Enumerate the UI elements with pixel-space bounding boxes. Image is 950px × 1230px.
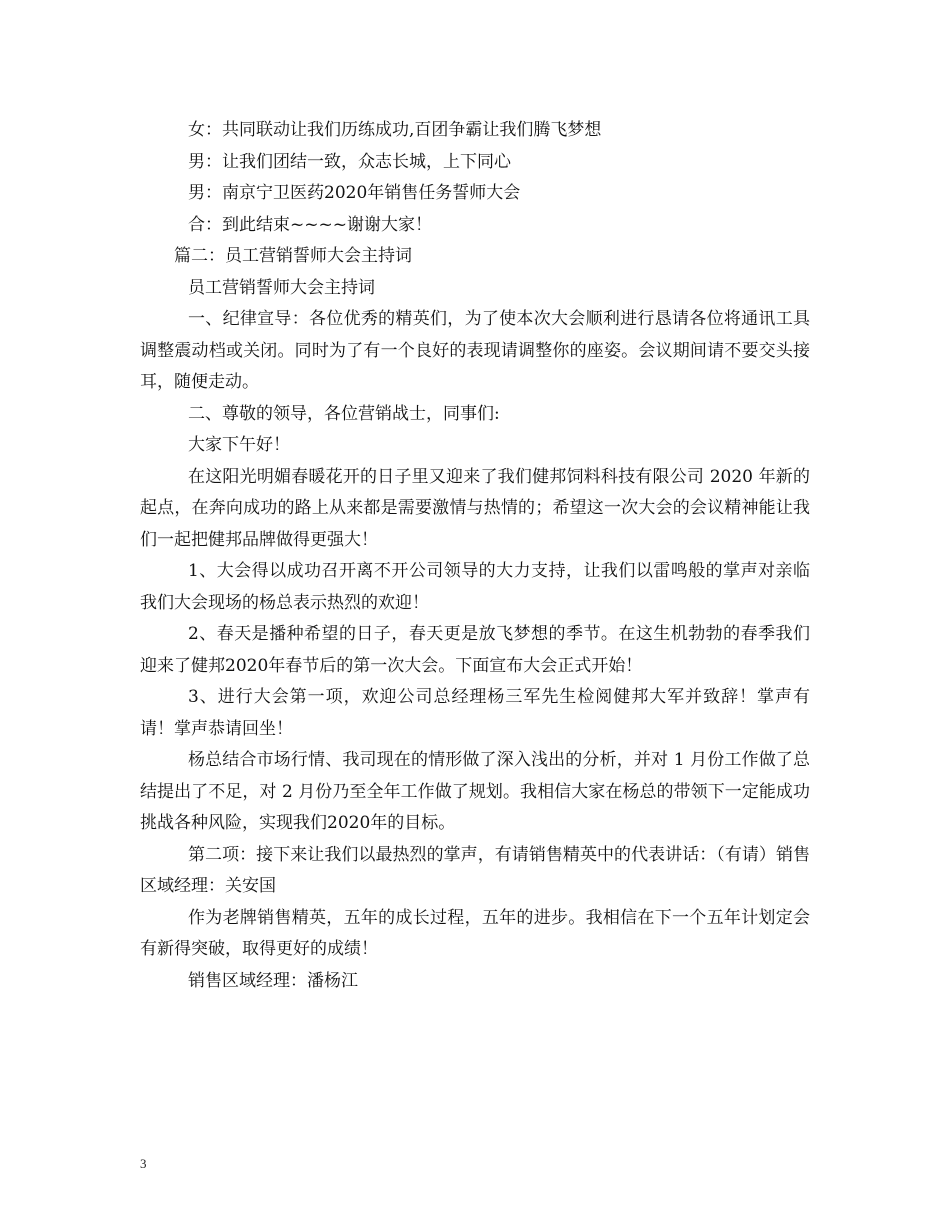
paragraph-4: 合：到此结束~~~~谢谢大家！: [188, 214, 432, 235]
paragraph-1: 女：共同联动让我们历练成功,百团争霸让我们腾飞梦想: [188, 120, 602, 140]
paragraph-17: 销售区域经理：潘杨江: [188, 970, 358, 991]
paragraph-3: 男：南京宁卫医药2020年销售任务誓师大会: [188, 183, 521, 203]
paragraph-2: 男：让我们团结一致，众志长城，上下同心: [188, 151, 511, 172]
paragraph-14: 杨总结合市场行情、我司现在的情形做了深入浅出的分析，并对 1 月份工作做了总结提出了不足，对 2 月份乃至全年工作做了规划。我相信大家在杨总的带领下一定能成功挑战各种风险，实现我们2020年的目标。: [140, 750, 810, 833]
paragraph-15: 第二项：接下来让我们以最热烈的掌声，有请销售精英中的代表讲话：（有请）销售区域经理：关安国: [140, 844, 810, 896]
paragraph-7: 一、纪律宣导：各位优秀的精英们，为了使本次大会顺利进行恳请各位将通讯工具调整震动档或关闭。同时为了有一个良好的表现请调整你的座姿。会议期间请不要交头接耳，随便走动。: [140, 309, 810, 392]
paragraph-13: 3、进行大会第一项，欢迎公司总经理杨三军先生检阅健邦大军并致辞！掌声有请！掌声恭请回坐！: [140, 687, 810, 739]
document-body: [140, 115, 810, 997]
paragraph-9: 大家下午好！: [188, 435, 290, 455]
section-heading: 篇二：员工营销誓师大会主持词: [174, 246, 412, 266]
paragraph-11: 1、大会得以成功召开离不开公司领导的大力支持，让我们以雷鸣般的掌声对亲临我们大会现场的杨总表示热烈的欢迎！: [140, 561, 810, 613]
paragraph-8: 二、尊敬的领导，各位营销战士，同事们:: [188, 403, 500, 424]
section-title: 员工营销誓师大会主持词: [188, 277, 375, 298]
paragraph-10: 在这阳光明媚春暖花开的日子里又迎来了我们健邦饲料科技有限公司 2020 年新的起点，在奔向成功的路上从来都是需要激情与热情的；希望这一次大会的会议精神能让我们一起把健邦品牌做得更强大！: [140, 466, 810, 550]
paragraph-16: 作为老牌销售精英，五年的成长过程，五年的进步。我相信在下一个五年计划定会有新得突破，取得更好的成绩！: [140, 907, 810, 959]
page-number: 3: [140, 1156, 147, 1171]
paragraph-12: 2、春天是播种希望的日子，春天更是放飞梦想的季节。在这生机勃勃的春季我们迎来了健邦2020年春节后的第一次大会。下面宣布大会正式开始！: [140, 624, 810, 676]
